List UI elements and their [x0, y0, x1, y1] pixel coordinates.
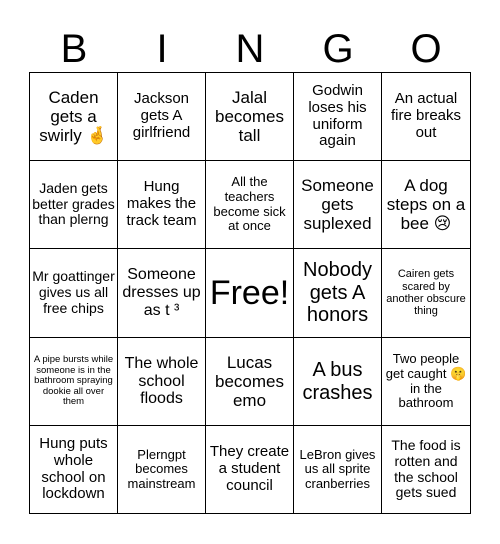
bingo-cell[interactable] — [294, 73, 382, 161]
cell-text: A dog steps on a bee 😢 — [386, 175, 466, 234]
bingo-cell[interactable] — [118, 73, 206, 161]
cell-text: Lucas becomes emo — [215, 352, 284, 411]
cell-text: Mr goattinger gives us all free chips — [32, 268, 115, 316]
bingo-cell[interactable] — [30, 73, 118, 161]
cell-text: Cairen gets scared by another obscure thing — [386, 268, 466, 318]
bingo-cell[interactable] — [118, 161, 206, 249]
bingo-cell[interactable] — [118, 338, 206, 426]
bingo-cell[interactable] — [118, 426, 206, 514]
cell-text: A bus crashes — [302, 359, 373, 404]
bingo-header — [30, 26, 472, 72]
header-letter-b: B — [60, 27, 88, 71]
bingo-cell[interactable] — [382, 249, 471, 338]
cell-text: Jackson gets A girlfriend — [132, 90, 191, 141]
cell-text: Godwin loses his uniform again — [308, 81, 367, 150]
free-text: Free! — [209, 274, 290, 312]
cell-text: LeBron gives us all sprite cranberries — [299, 446, 376, 491]
cell-text: Caden gets a swirly 🤞 — [39, 87, 108, 146]
bingo-cell[interactable] — [382, 338, 471, 426]
bingo-cell[interactable] — [206, 161, 294, 249]
bingo-cell[interactable] — [30, 249, 118, 338]
bingo-cell[interactable] — [294, 338, 382, 426]
bingo-cell[interactable] — [294, 426, 382, 514]
header-letter-g: G — [322, 27, 354, 71]
cell-text: Hung makes the track team — [126, 178, 197, 229]
bingo-cell[interactable] — [118, 249, 206, 338]
bingo-cell[interactable] — [382, 73, 471, 161]
header-letter-o: O — [410, 27, 442, 71]
bingo-cell[interactable] — [382, 426, 471, 514]
cell-text: Hung puts whole school on lockdown — [39, 434, 108, 503]
cell-text: Someone gets suplexed — [301, 175, 374, 234]
cell-text: All the teachers become sick at once — [213, 174, 286, 234]
cell-text: Jalal becomes tall — [215, 87, 284, 146]
cell-text: A pipe bursts while someone is in the bathroom spraying dookie all over them — [33, 353, 114, 408]
free-space[interactable] — [206, 249, 294, 338]
bingo-cell[interactable] — [206, 426, 294, 514]
bingo-cell[interactable] — [206, 338, 294, 426]
cell-text: Jaden gets better grades than plerng — [32, 179, 115, 228]
cell-text: Plerngpt becomes mainstream — [127, 446, 196, 491]
bingo-cell[interactable] — [30, 161, 118, 249]
bingo-cell[interactable] — [30, 426, 118, 514]
cell-text: The food is rotten and the school gets sued — [391, 437, 461, 501]
header-letter-n: N — [235, 27, 265, 71]
bingo-cell[interactable] — [206, 73, 294, 161]
bingo-cell[interactable] — [294, 249, 382, 338]
cell-text: An actual fire breaks out — [390, 90, 462, 141]
bingo-grid — [29, 72, 471, 514]
header-letter-i: I — [156, 27, 168, 71]
cell-text: Someone dresses up as t ³ — [122, 266, 201, 319]
bingo-cell[interactable] — [30, 338, 118, 426]
cell-text: Two people get caught 🤫 in the bathroom — [385, 351, 467, 411]
cell-text: Nobody gets A honors — [303, 259, 372, 327]
bingo-cell[interactable] — [294, 161, 382, 249]
cell-text: The whole school floods — [124, 354, 199, 408]
cell-text: They create a student council — [209, 443, 290, 494]
bingo-cell[interactable] — [382, 161, 471, 249]
